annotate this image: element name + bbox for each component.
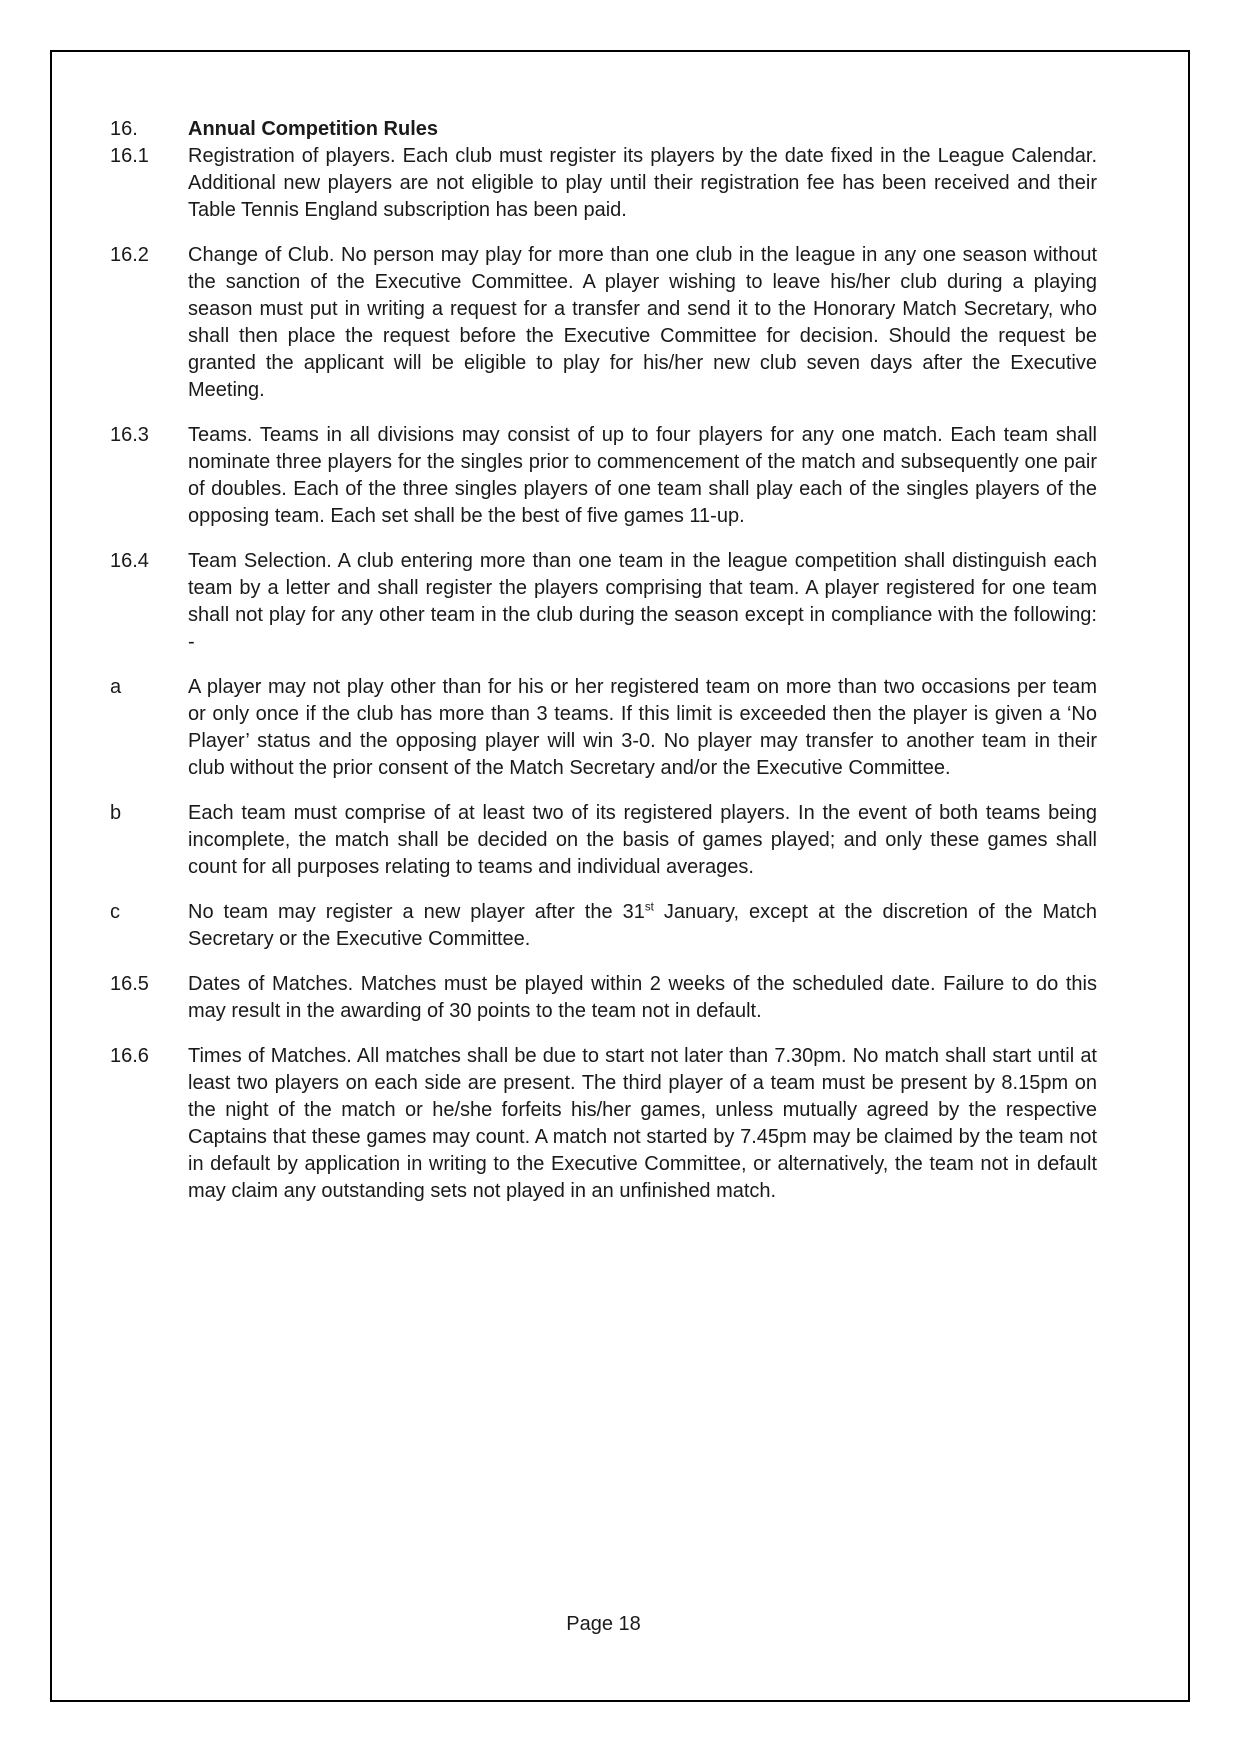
- rule-text: [188, 899, 1097, 953]
- rule-item: [110, 800, 1097, 881]
- rule-item: [110, 143, 1097, 224]
- rule-number: c: [110, 901, 120, 923]
- heading-title: Annual Competition Rules: [188, 118, 438, 140]
- rule-text: Team Selection. A club entering more than one team in the league competition shall distinguish each team by a letter and shall register the players comprising that team. A player registered for one team shall not play for any other team in the club during the season except in compliance with the following: -: [188, 550, 1097, 653]
- rule-text: Times of Matches. All matches shall be due to start not later than 7.30pm. No match shall start until at least two players on each side are present. The third player of a team must be present by 8.15pm on the night of the match or he/she forfeits his/her games, unless mutually agreed by the respective Captains that these games may count. A match not started by 7.45pm may be claimed by the team not in default by application in writing to the Executive Committee, or alternatively, the team not in default may claim any outstanding sets not played in an unfinished match.: [188, 1045, 1097, 1202]
- rule-text: A player may not play other than for his or her registered team on more than two occasions per team or only once if the club has more than 3 teams. If this limit is exceeded then the player is given a ‘No Player’ status and the opposing player will win 3-0. No player may transfer to another team in their club without the prior consent of the Match Secretary and/or the Executive Committee.: [188, 676, 1097, 779]
- rule-number: 16.4: [110, 550, 149, 572]
- rule-item: [110, 548, 1097, 656]
- rule-item: [110, 1043, 1097, 1205]
- rule-heading: [110, 116, 1097, 143]
- rule-number: 16.1: [110, 145, 149, 167]
- rule-text: Change of Club. No person may play for more than one club in the league in any one season without the sanction of the Executive Committee. A player wishing to leave his/her club during a playing season must put in writing a request for a transfer and send it to the Honorary Match Secretary, who shall then place the request before the Executive Committee for decision. Should the request be granted the applicant will be eligible to play for his/her new club seven days after the Executive Meeting.: [188, 244, 1097, 401]
- rule-item: [110, 674, 1097, 782]
- rule-number: 16.6: [110, 1045, 149, 1067]
- rule-number: 16.5: [110, 973, 149, 995]
- rule-item: [110, 899, 1097, 953]
- heading-number: 16.: [110, 118, 138, 140]
- rule-text: Teams. Teams in all divisions may consist of up to four players for any one match. Each team shall nominate three players for the singles prior to commencement of the match and subsequently one pair of doubles. Each of the three singles players of one team shall play each of the singles players of the opposing team. Each set shall be the best of five games 11-up.: [188, 424, 1097, 527]
- rule-item: [110, 242, 1097, 404]
- page-footer: Page 18: [566, 1613, 641, 1635]
- rule-text: Dates of Matches. Matches must be played within 2 weeks of the scheduled date. Failure to do this may result in the awarding of 30 points to the team not in default.: [188, 973, 1097, 1022]
- rule-number: 16.2: [110, 244, 149, 266]
- page-border-frame: [50, 50, 1190, 1702]
- ordinal-superscript: st: [644, 900, 654, 914]
- rule-number: a: [110, 676, 122, 698]
- rule-item: [110, 971, 1097, 1025]
- rule-text: Each team must comprise of at least two of its registered players. In the event of both teams being incomplete, the match shall be decided on the basis of games played; and only these games shall count for all purposes relating to teams and individual averages.: [188, 802, 1097, 878]
- rule-text-start: No team may register a new player after the 31: [188, 901, 645, 923]
- rule-item: [110, 422, 1097, 530]
- rule-text: Registration of players. Each club must register its players by the date fixed in the League Calendar. Additional new players are not eligible to play until their registration fee has been received and their Table Tennis England subscription has been paid.: [188, 145, 1097, 221]
- rule-number: 16.3: [110, 424, 149, 446]
- rule-text-end: January, except at the discretion of the Match Secretary or the Executive Committee.: [188, 901, 1097, 950]
- rule-number: b: [110, 802, 122, 824]
